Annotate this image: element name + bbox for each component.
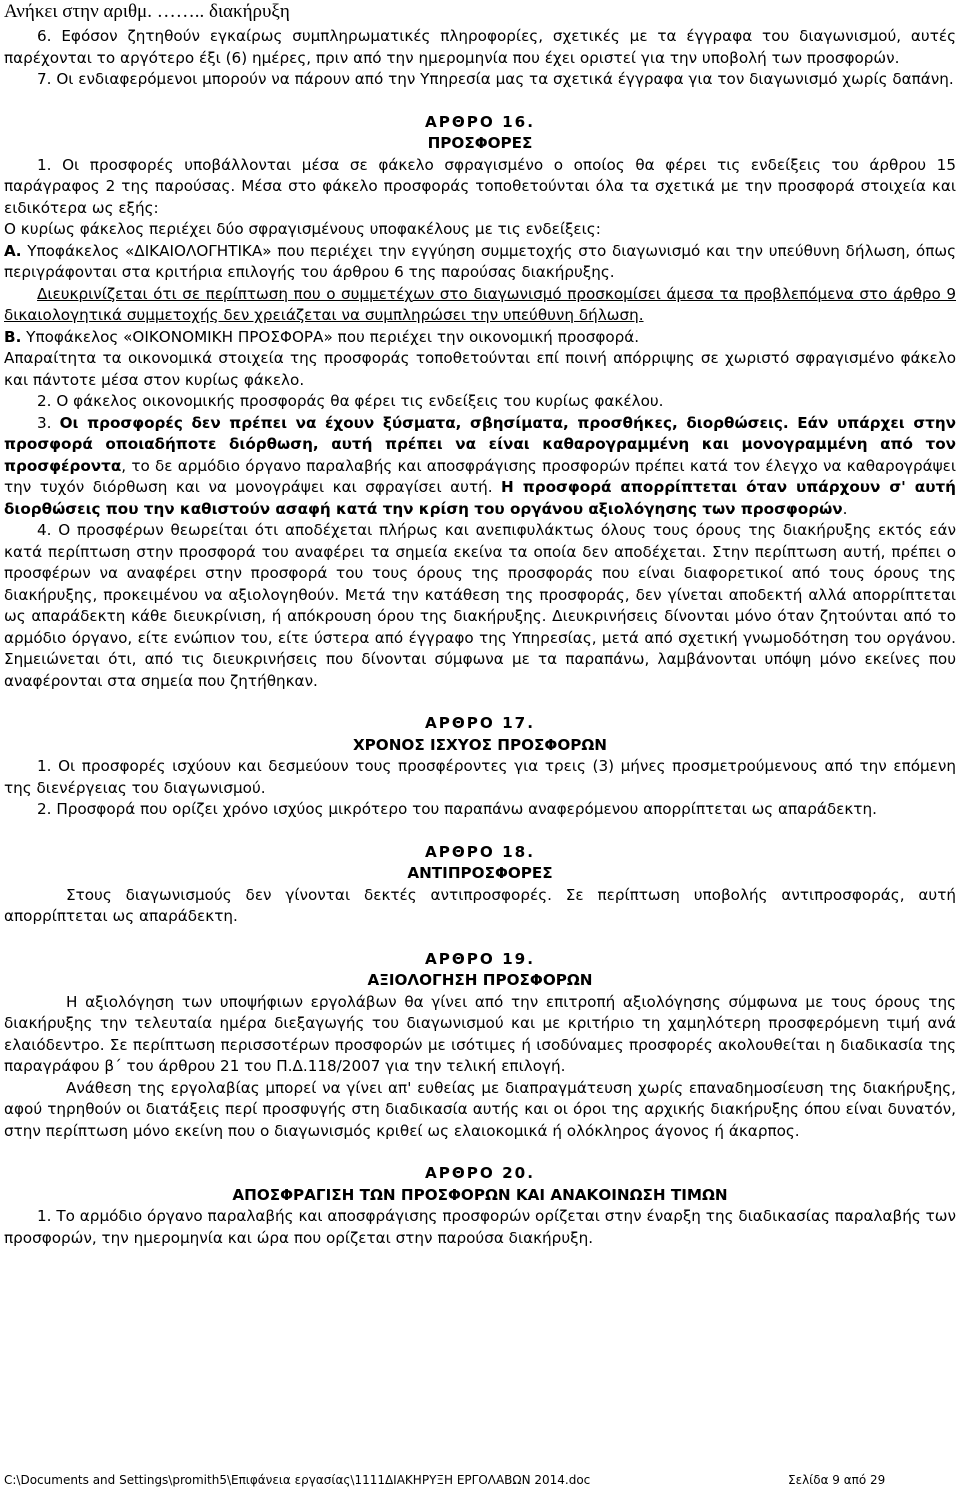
item-b-text: Υποφάκελος «ΟΙΚΟΝΟΜΙΚΗ ΠΡΟΣΦΟΡΑ» που περιέχει την οικονομική προσφορά.	[21, 327, 640, 346]
art16-paragraph-2: 2. Ο φάκελος οικονομικής προσφοράς θα φέρει τις ενδείξεις του κυρίως φακέλου.	[37, 392, 664, 410]
art19-paragraph-2: Ανάθεση της εργολαβίας μπορεί να γίνει απ' ευθείας με διαπραγμάτευση χωρίς επαναδημοσίευση της διακήρυξης, αφού τηρηθούν οι διατάξεις περί προσφυγής στη διαδικασία αυτής και οι όροι της αρχικής διακήρυξης όπου είναι δυνατόν, στην περίπτωση μόνο εκείνη που ο διαγωνισμός κριθεί ως ελαιοκομικά ή ολόκληρος άγονος ή άκαρπος.	[4, 1078, 956, 1140]
art16-paragraph-1: 1. Οι προσφορές υποβάλλονται μέσα σε φάκελο σφραγισμένο ο οποίος θα φέρει τις ενδείξεις του άρθρου 15 παράγραφος 2 της παρούσας. Μέσα στο φάκελο προσφοράς τοποθετούνται όλα τα σχετικά με την προσφορά στοιχεία και ειδικότερα ως εξής:	[4, 155, 956, 217]
p3-number: 3.	[37, 413, 60, 432]
article-19-number: ΑΡΘΡΟ 19.	[424, 949, 536, 968]
item-b-label: Β.	[4, 327, 22, 346]
p3-bold-2: Η προσφορά απορρίπτεται όταν υπάρχουν σ' αυτή διορθώσεις που την καθιστούν ασαφή κατά την κρίση του οργάνου αξιολόγησης των προσφορών	[4, 478, 956, 518]
art16-item-b	[4, 327, 956, 349]
art16-paragraph-1b: Ο κυρίως φάκελος περιέχει δύο σφραγισμένους υποφακέλους με τις ενδείξεις:	[4, 220, 601, 238]
art15-paragraph-7: 7. Οι ενδιαφερόμενοι μπορούν να πάρουν από την Υπηρεσία μας τα σχετικά έγγραφα για τον διαγωνισμό χωρίς δαπάνη.	[37, 70, 954, 88]
article-17-number: ΑΡΘΡΟ 17.	[424, 714, 536, 732]
article-18-number: ΑΡΘΡΟ 18.	[424, 842, 536, 861]
item-a-label: Α.	[4, 241, 22, 260]
article-16-number: ΑΡΘΡΟ 16.	[424, 112, 536, 131]
art17-paragraph-1: 1. Οι προσφορές ισχύουν και δεσμεύουν τους προσφέροντες για τρεις (3) μήνες προσμετρούμενους από την επόμενη της διενέργειας του διαγωνισμού.	[4, 757, 956, 797]
page-header: Ανήκει στην αριθμ. …….. διακήρυξη	[4, 1, 290, 22]
article-17-title: ΧΡΟΝΟΣ ΙΣΧΥΟΣ ΠΡΟΣΦΟΡΩΝ	[352, 735, 608, 754]
art16-paragraph-4: 4. Ο προσφέρων θεωρείται ότι αποδέχεται πλήρως και ανεπιφυλάκτως όλους τους όρους της διακήρυξης εκτός εάν κατά περίπτωση στην προσφορά του αναφέρει τα σημεία εκείνα τα οποία δεν αποδέχεται. Στην περίπτωση αυτή, πρέπει ο προσφέρων να αναφέρει στην προσφορά του τους όρους της προσφοράς που είναι διαφορετικοί από τους όρους της διακήρυξης, προκειμένου να αξιολογηθούν. Μετά την κατάθεση της προσφοράς, δεν γίνεται αποδεκτή αλλά απορρίπτεται ως απαράδεκτη κάθε διευκρίνιση, ή απόκρουση όρου της διακήρυξης. Διευκρινήσεις δίνονται μόνο όταν ζητούνται από το αρμόδιο όργανο, είτε ενώπιον του, είτε ύστερα από έγγραφο της Υπηρεσίας, μετά από σχετική γνωμοδότηση του οργάνου. Σημειώνεται ότι, από τις διευκρινήσεις που δίνονται σύμφωνα με τα παραπάνω, λαμβάνονται υπόψη μόνο εκείνες που αναφέρονται στα σημεία που ζητήθηκαν.	[4, 521, 956, 690]
article-19-title: ΑΞΙΟΛΟΓΗΣΗ ΠΡΟΣΦΟΡΩΝ	[367, 971, 593, 989]
art16-paragraph-3	[4, 413, 956, 521]
art16-clarification: Διευκρινίζεται ότι σε περίπτωση που ο συμμετέχων στο διαγωνισμό προσκομίσει άμεσα τα προβλεπόμενα στο άρθρο 9 δικαιολογητικά συμμετοχής δεν χρειάζεται να συμπληρώσει την υπεύθυνη δήλωση.	[4, 284, 956, 324]
art19-paragraph-1: Η αξιολόγηση των υποψήφιων εργολάβων θα γίνει από την επιτροπή αξιολόγησης σύμφωνα με τους όρους της διακήρυξης την τελευταία ημέρα διεξαγωγής του διαγωνισμού και με κριτήριο τη χαμηλότερη προσφερόμενη τιμή ανά ελαιόδεντρο. Σε περίπτωση περισσοτέρων προσφορών με ισότιμες ή ισοδύναμες προσφορές ακολουθείται η διαδικασία της παραγράφου β΄ του άρθρου 21 του Π.Δ.118/2007 για την τελική επιλογή.	[4, 992, 956, 1075]
footer-file-path: C:\Documents and Settings\promith5\Επιφάνεια εργασίας\1111ΔΙΑΚΗΡΥΞΗ ΕΡΓΟΛΑΒΩΝ 2014.doc	[4, 1473, 591, 1487]
p3-bold-1: Οι προσφορές δεν πρέπει να έχουν ξύσματα, σβησίματα, προσθήκες, διορθώσεις. Εάν υπάρχει στην προσφορά οποιαδήποτε διόρθωση, αυτή πρέπει να είναι καθαρογραμμένη και μονογραμμένη από τον προσφέροντα	[4, 413, 956, 475]
article-18-title: ΑΝΤΙΠΡΟΣΦΟΡΕΣ	[407, 864, 553, 882]
article-20-title: ΑΠΟΣΦΡΑΓΙΣΗ ΤΩΝ ΠΡΟΣΦΟΡΩΝ ΚΑΙ ΑΝΑΚΟΙΝΩΣΗ ΤΙΜΩΝ	[232, 1185, 728, 1204]
footer-page-number: Σελίδα 9 από 29	[788, 1473, 886, 1487]
art16-item-a	[4, 241, 956, 284]
document-body	[4, 26, 956, 1249]
item-a-text: Υποφάκελος «ΔΙΚΑΙΟΛΟΓΗΤΙΚΑ» που περιέχει την εγγύηση συμμετοχής στο διαγωνισμό και την υπεύθυνη δήλωση, όπως περιγράφονται στα κριτήρια επιλογής του άρθρου 6 της παρούσας διακήρυξης.	[4, 241, 956, 281]
art20-paragraph-1: 1. Το αρμόδιο όργανο παραλαβής και αποσφράγισης προσφορών ορίζεται στην έναρξη της διαδικασίας παραλαβής των προσφορών, την ημερομηνία και ώρα που ορίζεται στην παρούσα διακήρυξη.	[4, 1207, 956, 1247]
art15-paragraph-6: 6. Εφόσον ζητηθούν εγκαίρως συμπληρωματικές πληροφορίες, σχετικές με τα έγγραφα του διαγωνισμού, αυτές παρέχονται το αργότερο έξι (6) ημέρες, πριν από την ημερομηνία που έχει οριστεί για την υποβολή των προσφορών.	[4, 27, 956, 67]
art17-paragraph-2: 2. Προσφορά που ορίζει χρόνο ισχύος μικρότερο του παραπάνω αναφερόμενου απορρίπτεται ως απαράδεκτη.	[37, 800, 877, 818]
art18-paragraph-1: Στους διαγωνισμούς δεν γίνονται δεκτές αντιπροσφορές. Σε περίπτωση υποβολής αντιπροσφοράς, αυτή απορρίπτεται ως απαράδεκτη.	[4, 885, 956, 925]
article-20-number: ΑΡΘΡΟ 20.	[424, 1164, 536, 1182]
p3-text: , το δε αρμόδιο όργανο παραλαβής και αποσφράγισης προσφορών πρέπει κατά τον έλεγχο να καθαρογράψει την τυχόν διόρθωση και να μονογράψει και σφραγίσει αυτή.	[4, 456, 956, 496]
art16-paragraph-1c: Απαραίτητα τα οικονομικά στοιχεία της προσφοράς τοποθετούνται επί ποινή απόρριψης σε χωριστό σφραγισμένο φάκελο και πάντοτε μέσα στον κυρίως φάκελο.	[4, 349, 956, 389]
p3-end: .	[842, 499, 848, 518]
article-16-title: ΠΡΟΣΦΟΡΕΣ	[427, 134, 533, 152]
page-footer	[4, 1472, 956, 1488]
